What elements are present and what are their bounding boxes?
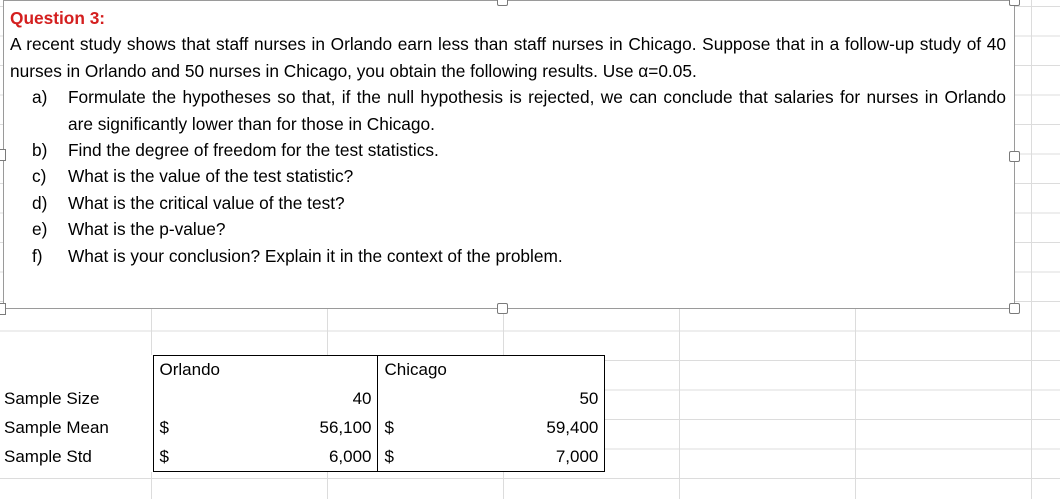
item-text: What is the value of the test statistic?	[68, 166, 354, 187]
header-chicago-value-cell[interactable]	[453, 356, 605, 385]
item-text: What is the critical value of the test?	[68, 192, 345, 213]
orlando-value[interactable]: 40	[352, 389, 372, 408]
item-text: Find the degree of freedom for the test statistics.	[68, 140, 439, 161]
chicago-currency[interactable]	[378, 385, 453, 414]
resize-handle-bottom[interactable]	[497, 303, 508, 314]
chicago-currency[interactable]: $	[378, 443, 453, 472]
resize-handle-bottom-left[interactable]	[0, 303, 6, 315]
item-text: Formulate the hypotheses so that, if the null hypothesis is rejected, we can conclude that salaries for nurses in Orlando are significantly lower than for those in Chicago.	[68, 87, 1006, 134]
sample-data-table	[0, 355, 605, 472]
list-item	[32, 84, 1006, 137]
table-header-row	[0, 356, 605, 385]
resize-handle-left[interactable]	[0, 149, 6, 161]
header-orlando[interactable]: Orlando	[153, 356, 226, 385]
list-item	[32, 190, 1006, 216]
chicago-currency[interactable]: $	[378, 414, 453, 443]
header-chicago[interactable]: Chicago	[378, 356, 453, 385]
list-item	[32, 243, 1006, 269]
row-label[interactable]: Sample Size	[4, 389, 100, 408]
list-item	[32, 163, 1006, 189]
item-letter: e)	[32, 219, 48, 240]
item-letter: d)	[32, 192, 48, 213]
resize-handle-top-right[interactable]	[1009, 0, 1020, 6]
table-row	[0, 385, 605, 414]
list-item	[32, 137, 1006, 163]
question-intro: A recent study shows that staff nurses in Orlando earn less than staff nurses in Chicago. Suppose that in a follow-up study of 40 nurses in Orlando and 50 nurses in Chicago, you obtain the following results. Use α=0.05.	[10, 34, 1006, 81]
orlando-value[interactable]: 56,100	[319, 418, 372, 437]
chicago-value[interactable]: 59,400	[453, 414, 605, 443]
item-letter: f)	[32, 245, 43, 266]
item-letter: c)	[32, 166, 47, 187]
orlando-value[interactable]: 6,000	[226, 443, 378, 472]
chicago-value[interactable]: 50	[453, 385, 605, 414]
row-label[interactable]: Sample Mean	[4, 418, 109, 437]
table-row	[0, 414, 605, 443]
header-orlando-value-cell[interactable]	[226, 356, 378, 385]
question-text-box[interactable]	[3, 0, 1015, 309]
resize-handle-top[interactable]	[497, 0, 508, 6]
resize-handle-bottom-right[interactable]	[1009, 303, 1020, 314]
header-empty-cell[interactable]	[0, 356, 153, 385]
item-text: What is the p-value?	[68, 219, 226, 240]
orlando-currency[interactable]	[153, 385, 226, 414]
question-list	[10, 84, 1006, 269]
row-label[interactable]: Sample Std	[4, 447, 92, 466]
orlando-currency[interactable]: $	[153, 443, 226, 472]
chicago-value[interactable]: 7,000	[453, 443, 605, 472]
item-text: What is your conclusion? Explain it in the context of the problem.	[68, 245, 563, 266]
list-item	[32, 216, 1006, 242]
orlando-currency[interactable]: $	[153, 414, 226, 443]
resize-handle-right[interactable]	[1009, 151, 1020, 162]
table-row	[0, 443, 605, 472]
question-title: Question 3:	[10, 8, 106, 28]
item-letter: b)	[32, 140, 48, 161]
item-letter: a)	[32, 87, 48, 108]
